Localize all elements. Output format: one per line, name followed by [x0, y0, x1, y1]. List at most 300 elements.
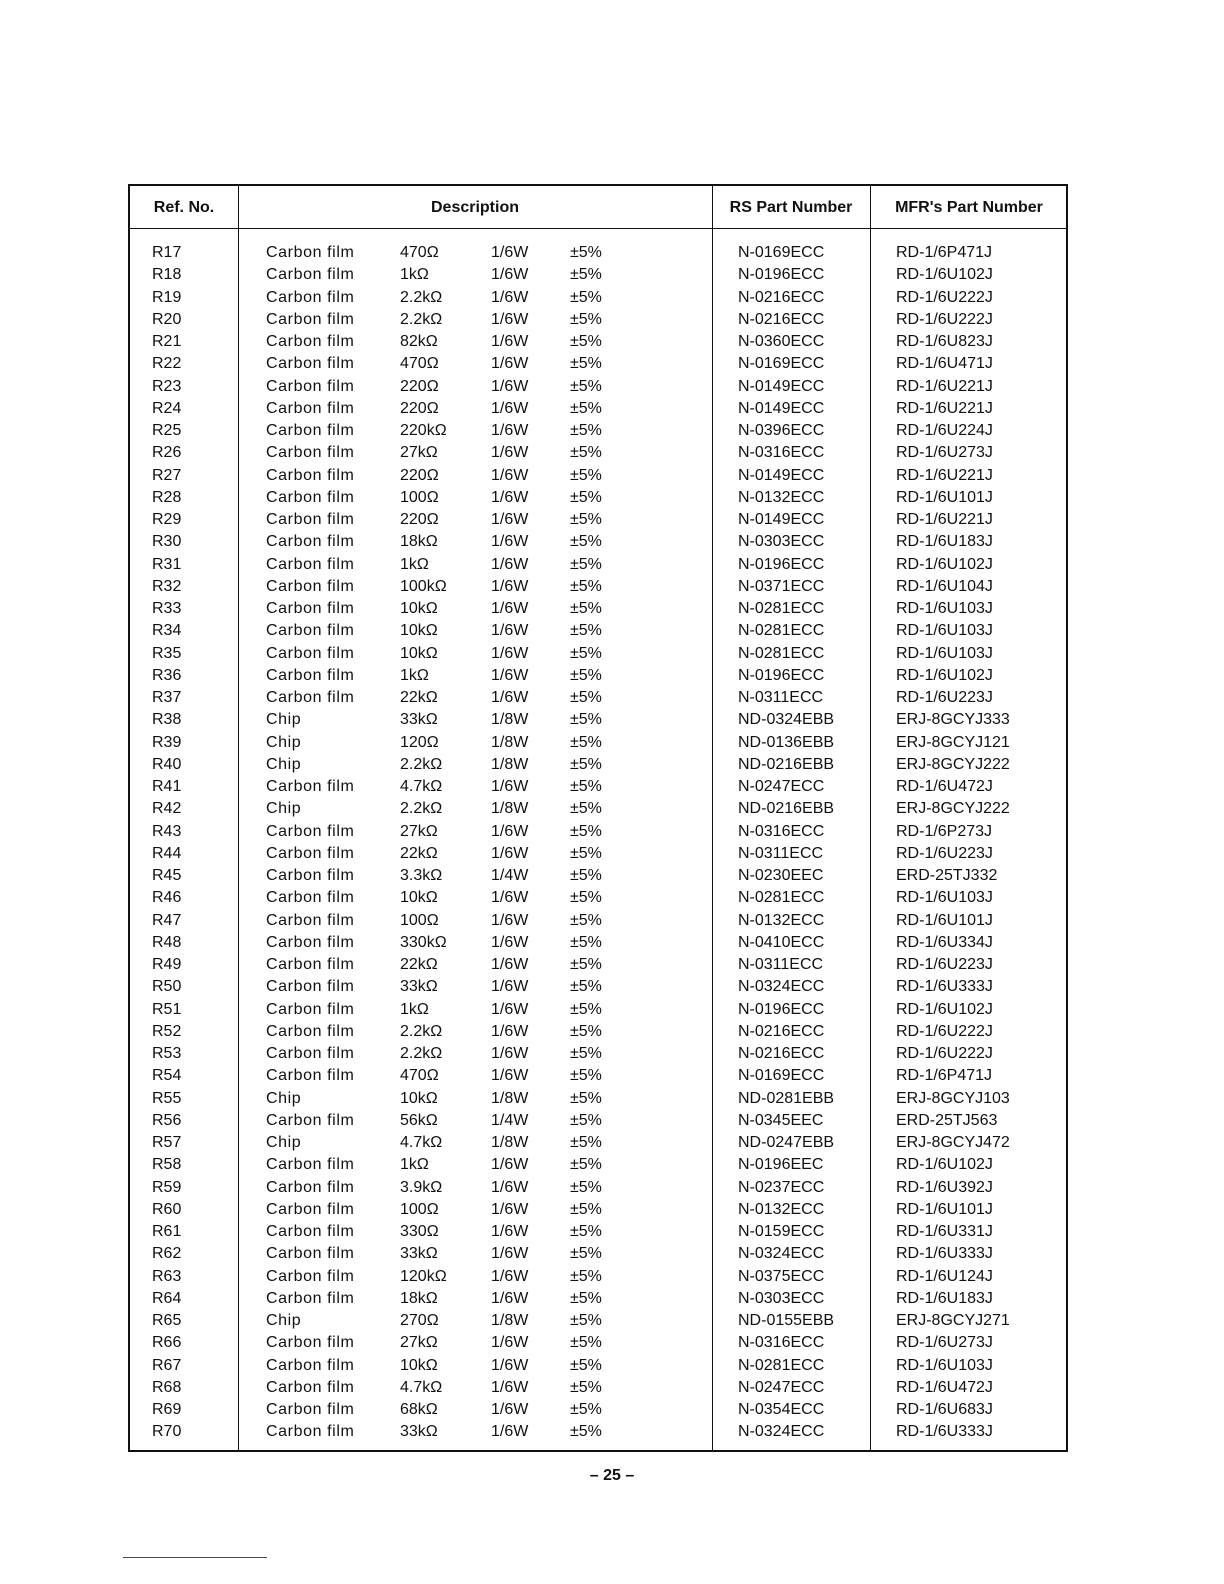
table-row — [130, 576, 1066, 598]
ref-cell: R53 — [152, 1045, 182, 1062]
type-cell: Carbon film — [266, 1378, 355, 1396]
wattage-cell: 1/4W — [491, 1111, 529, 1129]
wattage-cell: 1/6W — [491, 1000, 529, 1018]
tolerance-cell: ±5% — [570, 533, 602, 551]
ref-cell: R52 — [152, 1022, 182, 1040]
wattage-cell: 1/4W — [491, 867, 529, 884]
tolerance-cell: ±5% — [570, 933, 602, 951]
table-row — [130, 1154, 1066, 1176]
mfr-part-cell: ERJ-8GCYJ103 — [896, 1089, 1010, 1107]
rs-part-cell: ND-0247EBB — [738, 1134, 835, 1151]
table-row — [130, 620, 1066, 642]
wattage-cell: 1/6W — [491, 889, 529, 907]
type-cell: Carbon film — [266, 1423, 355, 1441]
type-cell: Carbon film — [266, 577, 355, 595]
table-row — [130, 1355, 1066, 1377]
type-cell: Chip — [266, 1089, 302, 1107]
tolerance-cell: ±5% — [570, 666, 602, 684]
type-cell: Chip — [266, 733, 302, 751]
ref-cell: R34 — [152, 622, 182, 640]
rs-part-cell: N-0281ECC — [738, 644, 825, 662]
resistance-cell: 270Ω — [400, 1312, 439, 1329]
rs-part-cell: N-0132ECC — [738, 1200, 825, 1218]
table-row — [130, 1288, 1066, 1310]
type-cell: Carbon film — [266, 355, 355, 373]
rs-part-cell: N-0216ECC — [738, 1022, 825, 1040]
mfr-part-cell: RD-1/6U103J — [896, 600, 993, 617]
mfr-part-cell: RD-1/6U222J — [896, 1022, 993, 1040]
table-row — [130, 465, 1066, 487]
resistance-cell: 2.2kΩ — [400, 288, 443, 306]
tolerance-cell: ±5% — [570, 1178, 602, 1196]
wattage-cell: 1/6W — [491, 1401, 529, 1418]
wattage-cell: 1/6W — [491, 1223, 529, 1240]
rs-part-cell: N-0169ECC — [738, 244, 825, 261]
type-cell: Carbon film — [266, 1223, 355, 1240]
header-rs-part-number: RS Part Number — [729, 199, 853, 216]
rs-part-cell: N-0324ECC — [738, 1245, 825, 1263]
resistance-cell: 220Ω — [400, 511, 439, 528]
resistance-cell: 33kΩ — [400, 978, 438, 996]
resistance-cell: 4.7kΩ — [400, 778, 443, 795]
resistance-cell: 22kΩ — [400, 689, 438, 706]
mfr-part-cell: RD-1/6U683J — [896, 1401, 993, 1418]
table-row — [130, 1399, 1066, 1421]
header-ref-no: Ref. No. — [153, 199, 215, 216]
mfr-part-cell: RD-1/6U183J — [896, 1289, 993, 1307]
ref-cell: R32 — [152, 577, 182, 595]
wattage-cell: 1/6W — [491, 1022, 529, 1040]
tolerance-cell: ±5% — [570, 622, 602, 640]
header-divider — [130, 228, 1066, 229]
ref-cell: R66 — [152, 1334, 182, 1352]
tolerance-cell: ±5% — [570, 266, 602, 284]
tolerance-cell: ±5% — [570, 1200, 602, 1218]
table-row — [130, 798, 1066, 820]
ref-cell: R45 — [152, 867, 182, 884]
resistance-cell: 22kΩ — [400, 844, 438, 862]
wattage-cell: 1/6W — [491, 355, 529, 373]
table-row — [130, 665, 1066, 687]
wattage-cell: 1/6W — [491, 488, 529, 506]
mfr-part-cell: RD-1/6U101J — [896, 488, 993, 506]
mfr-part-cell: RD-1/6U183J — [896, 533, 993, 551]
rs-part-cell: N-0360ECC — [738, 333, 825, 350]
wattage-cell: 1/6W — [491, 778, 529, 795]
tolerance-cell: ±5% — [570, 444, 602, 462]
rs-part-cell: N-0311ECC — [738, 689, 824, 706]
rs-part-cell: ND-0281EBB — [738, 1089, 835, 1107]
mfr-part-cell: RD-1/6U223J — [896, 689, 993, 706]
mfr-part-cell: RD-1/6U334J — [896, 933, 993, 951]
ref-cell: R26 — [152, 444, 182, 462]
tolerance-cell: ±5% — [570, 399, 602, 417]
header-mfr-part-number: MFR's Part Number — [895, 199, 1043, 216]
ref-cell: R29 — [152, 511, 182, 528]
type-cell: Chip — [266, 800, 302, 818]
type-cell: Carbon film — [266, 266, 355, 284]
tolerance-cell: ±5% — [570, 800, 602, 818]
mfr-part-cell: RD-1/6U103J — [896, 889, 993, 907]
resistance-cell: 56kΩ — [400, 1111, 438, 1129]
mfr-part-cell: ERD-25TJ332 — [896, 867, 998, 884]
mfr-part-cell: RD-1/6U102J — [896, 1156, 993, 1174]
ref-cell: R41 — [152, 778, 182, 795]
resistance-cell: 1kΩ — [400, 1000, 429, 1018]
ref-cell: R55 — [152, 1089, 182, 1107]
rs-part-cell: N-0281ECC — [738, 622, 825, 640]
resistance-cell: 10kΩ — [400, 1089, 438, 1107]
wattage-cell: 1/8W — [491, 1134, 529, 1151]
resistance-cell: 470Ω — [400, 244, 439, 261]
wattage-cell: 1/6W — [491, 844, 529, 862]
ref-cell: R20 — [152, 310, 182, 328]
ref-cell: R30 — [152, 533, 182, 551]
resistance-cell: 100Ω — [400, 911, 439, 929]
rs-part-cell: N-0216ECC — [738, 288, 825, 306]
tolerance-cell: ±5% — [570, 511, 602, 528]
mfr-part-cell: RD-1/6P471J — [896, 244, 993, 261]
tolerance-cell: ±5% — [570, 555, 602, 573]
rs-part-cell: N-0216ECC — [738, 310, 825, 328]
wattage-cell: 1/8W — [491, 711, 529, 729]
table-row — [130, 1110, 1066, 1132]
table-row — [130, 1310, 1066, 1332]
tolerance-cell: ±5% — [570, 310, 602, 328]
type-cell: Chip — [266, 1134, 302, 1151]
resistance-cell: 27kΩ — [400, 1334, 438, 1352]
rs-part-cell: N-0410ECC — [738, 933, 825, 951]
tolerance-cell: ±5% — [570, 755, 602, 773]
mfr-part-cell: RD-1/6U101J — [896, 911, 993, 929]
wattage-cell: 1/6W — [491, 1245, 529, 1263]
rs-part-cell: N-0159ECC — [738, 1223, 825, 1240]
table-row — [130, 865, 1066, 887]
tolerance-cell: ±5% — [570, 600, 602, 617]
wattage-cell: 1/6W — [491, 333, 529, 350]
ref-cell: R22 — [152, 355, 182, 373]
wattage-cell: 1/6W — [491, 511, 529, 528]
mfr-part-cell: ERJ-8GCYJ271 — [896, 1312, 1010, 1329]
type-cell: Carbon film — [266, 956, 355, 973]
table-row — [130, 398, 1066, 420]
ref-cell: R68 — [152, 1378, 182, 1396]
table-row — [130, 709, 1066, 731]
type-cell: Carbon film — [266, 377, 355, 395]
table-row — [130, 442, 1066, 464]
table-row — [130, 732, 1066, 754]
table-row — [130, 687, 1066, 709]
ref-cell: R54 — [152, 1067, 182, 1085]
mfr-part-cell: RD-1/6U333J — [896, 1245, 993, 1263]
rs-part-cell: N-0247ECC — [738, 1378, 825, 1396]
rs-part-cell: N-0169ECC — [738, 1067, 825, 1085]
ref-cell: R61 — [152, 1223, 182, 1240]
resistance-cell: 18kΩ — [400, 1289, 438, 1307]
table-row — [130, 376, 1066, 398]
ref-cell: R50 — [152, 978, 182, 996]
tolerance-cell: ±5% — [570, 422, 602, 439]
mfr-part-cell: RD-1/6U103J — [896, 622, 993, 640]
resistance-cell: 4.7kΩ — [400, 1378, 443, 1396]
ref-cell: R67 — [152, 1356, 182, 1374]
rs-part-cell: N-0316ECC — [738, 444, 825, 462]
wattage-cell: 1/6W — [491, 555, 529, 573]
type-cell: Carbon film — [266, 1000, 355, 1018]
ref-cell: R51 — [152, 1000, 182, 1018]
wattage-cell: 1/8W — [491, 1312, 529, 1329]
table-row — [130, 1266, 1066, 1288]
footnote-rule — [123, 1557, 267, 1558]
tolerance-cell: ±5% — [570, 689, 602, 706]
resistance-cell: 120Ω — [400, 733, 439, 751]
ref-cell: R49 — [152, 956, 182, 973]
table-body — [130, 242, 1066, 1444]
table-row — [130, 1021, 1066, 1043]
type-cell: Carbon film — [266, 689, 355, 706]
wattage-cell: 1/6W — [491, 1334, 529, 1352]
ref-cell: R35 — [152, 644, 182, 662]
type-cell: Carbon film — [266, 978, 355, 996]
resistance-cell: 4.7kΩ — [400, 1134, 443, 1151]
mfr-part-cell: RD-1/6U331J — [896, 1223, 993, 1240]
tolerance-cell: ±5% — [570, 1134, 602, 1151]
tolerance-cell: ±5% — [570, 577, 602, 595]
resistance-cell: 33kΩ — [400, 1423, 438, 1441]
rs-part-cell: N-0132ECC — [738, 488, 825, 506]
wattage-cell: 1/6W — [491, 1356, 529, 1374]
ref-cell: R27 — [152, 466, 182, 484]
ref-cell: R42 — [152, 800, 182, 818]
wattage-cell: 1/6W — [491, 533, 529, 551]
ref-cell: R19 — [152, 288, 182, 306]
mfr-part-cell: RD-1/6U222J — [896, 310, 993, 328]
type-cell: Chip — [266, 755, 302, 773]
resistance-cell: 1kΩ — [400, 1156, 429, 1174]
wattage-cell: 1/6W — [491, 1423, 529, 1441]
wattage-cell: 1/6W — [491, 933, 529, 951]
resistance-cell: 10kΩ — [400, 889, 438, 907]
mfr-part-cell: RD-1/6U823J — [896, 333, 993, 350]
ref-cell: R40 — [152, 755, 182, 773]
ref-cell: R70 — [152, 1423, 182, 1441]
ref-cell: R23 — [152, 377, 182, 395]
type-cell: Chip — [266, 1312, 302, 1329]
table-row — [130, 1332, 1066, 1354]
resistance-cell: 2.2kΩ — [400, 1022, 443, 1040]
ref-cell: R18 — [152, 266, 182, 284]
wattage-cell: 1/6W — [491, 1289, 529, 1307]
type-cell: Chip — [266, 711, 302, 729]
resistance-cell: 1kΩ — [400, 266, 429, 284]
rs-part-cell: N-0216ECC — [738, 1045, 825, 1062]
rs-part-cell: N-0169ECC — [738, 355, 825, 373]
resistance-cell: 27kΩ — [400, 822, 438, 840]
type-cell: Carbon film — [266, 1200, 355, 1218]
ref-cell: R56 — [152, 1111, 182, 1129]
tolerance-cell: ±5% — [570, 1022, 602, 1040]
table-row — [130, 1243, 1066, 1265]
ref-cell: R25 — [152, 422, 182, 439]
resistance-cell: 220Ω — [400, 399, 439, 417]
resistance-cell: 100Ω — [400, 1200, 439, 1218]
ref-cell: R69 — [152, 1401, 182, 1418]
resistance-cell: 18kΩ — [400, 533, 438, 551]
tolerance-cell: ±5% — [570, 333, 602, 350]
type-cell: Carbon film — [266, 622, 355, 640]
ref-cell: R64 — [152, 1289, 182, 1307]
rs-part-cell: ND-0216EBB — [738, 800, 835, 818]
ref-cell: R62 — [152, 1245, 182, 1263]
tolerance-cell: ±5% — [570, 1156, 602, 1174]
mfr-part-cell: RD-1/6U221J — [896, 399, 993, 417]
rs-part-cell: N-0375ECC — [738, 1267, 825, 1285]
rs-part-cell: N-0281ECC — [738, 1356, 825, 1374]
ref-cell: R39 — [152, 733, 182, 751]
rs-part-cell: N-0132ECC — [738, 911, 825, 929]
type-cell: Carbon film — [266, 1178, 355, 1196]
wattage-cell: 1/6W — [491, 622, 529, 640]
type-cell: Carbon film — [266, 422, 355, 439]
wattage-cell: 1/6W — [491, 1200, 529, 1218]
table-row — [130, 554, 1066, 576]
rs-part-cell: N-0281ECC — [738, 600, 825, 617]
type-cell: Carbon film — [266, 466, 355, 484]
type-cell: Carbon film — [266, 889, 355, 907]
resistance-cell: 82kΩ — [400, 333, 438, 350]
mfr-part-cell: RD-1/6U273J — [896, 1334, 993, 1352]
wattage-cell: 1/6W — [491, 399, 529, 417]
type-cell: Carbon film — [266, 333, 355, 350]
table-row — [130, 487, 1066, 509]
mfr-part-cell: RD-1/6U104J — [896, 577, 993, 595]
mfr-part-cell: RD-1/6U333J — [896, 978, 993, 996]
tolerance-cell: ±5% — [570, 1223, 602, 1240]
wattage-cell: 1/6W — [491, 1267, 529, 1285]
rs-part-cell: N-0230EEC — [738, 867, 824, 884]
table-row — [130, 754, 1066, 776]
resistance-cell: 1kΩ — [400, 555, 429, 573]
rs-part-cell: N-0237ECC — [738, 1178, 825, 1196]
wattage-cell: 1/6W — [491, 956, 529, 973]
table-row — [130, 1065, 1066, 1087]
type-cell: Carbon film — [266, 488, 355, 506]
tolerance-cell: ±5% — [570, 867, 602, 884]
type-cell: Carbon film — [266, 1156, 355, 1174]
type-cell: Carbon film — [266, 533, 355, 551]
ref-cell: R57 — [152, 1134, 182, 1151]
resistance-cell: 100Ω — [400, 488, 439, 506]
type-cell: Carbon film — [266, 933, 355, 951]
table-row — [130, 976, 1066, 998]
table-row — [130, 843, 1066, 865]
table-row — [130, 1421, 1066, 1443]
rs-part-cell: N-0316ECC — [738, 1334, 825, 1352]
ref-cell: R59 — [152, 1178, 182, 1196]
wattage-cell: 1/6W — [491, 1178, 529, 1196]
ref-cell: R33 — [152, 600, 182, 617]
table-row — [130, 598, 1066, 620]
type-cell: Carbon film — [266, 1267, 355, 1285]
rs-part-cell: N-0149ECC — [738, 466, 825, 484]
wattage-cell: 1/8W — [491, 733, 529, 751]
tolerance-cell: ±5% — [570, 711, 602, 729]
resistance-cell: 33kΩ — [400, 711, 438, 729]
mfr-part-cell: RD-1/6U221J — [896, 377, 993, 395]
mfr-part-cell: RD-1/6U102J — [896, 1000, 993, 1018]
tolerance-cell: ±5% — [570, 978, 602, 996]
mfr-part-cell: ERJ-8GCYJ121 — [896, 733, 1010, 751]
table-row — [130, 1132, 1066, 1154]
mfr-part-cell: ERJ-8GCYJ333 — [896, 711, 1010, 729]
rs-part-cell: N-0311ECC — [738, 956, 824, 973]
table-row — [130, 331, 1066, 353]
tolerance-cell: ±5% — [570, 911, 602, 929]
table-row — [130, 954, 1066, 976]
tolerance-cell: ±5% — [570, 778, 602, 795]
wattage-cell: 1/8W — [491, 755, 529, 773]
table-row — [130, 264, 1066, 286]
rs-part-cell: N-0149ECC — [738, 399, 825, 417]
type-cell: Carbon film — [266, 1289, 355, 1307]
type-cell: Carbon film — [266, 778, 355, 795]
rs-part-cell: N-0324ECC — [738, 1423, 825, 1441]
resistance-cell: 220Ω — [400, 466, 439, 484]
resistance-cell: 100kΩ — [400, 577, 447, 595]
ref-cell: R31 — [152, 555, 182, 573]
rs-part-cell: N-0196ECC — [738, 1000, 825, 1018]
rs-part-cell: N-0247ECC — [738, 778, 825, 795]
tolerance-cell: ±5% — [570, 1045, 602, 1062]
rs-part-cell: N-0396ECC — [738, 422, 825, 439]
wattage-cell: 1/6W — [491, 644, 529, 662]
wattage-cell: 1/6W — [491, 600, 529, 617]
type-cell: Carbon film — [266, 644, 355, 662]
mfr-part-cell: RD-1/6U333J — [896, 1423, 993, 1441]
ref-cell: R44 — [152, 844, 182, 862]
rs-part-cell: ND-0216EBB — [738, 755, 835, 773]
resistance-cell: 1kΩ — [400, 666, 429, 684]
tolerance-cell: ±5% — [570, 844, 602, 862]
wattage-cell: 1/6W — [491, 244, 529, 261]
mfr-part-cell: RD-1/6U103J — [896, 644, 993, 662]
rs-part-cell: N-0196EEC — [738, 1156, 824, 1174]
table-row — [130, 776, 1066, 798]
mfr-part-cell: RD-1/6U103J — [896, 1356, 993, 1374]
resistance-cell: 220Ω — [400, 377, 439, 395]
type-cell: Carbon film — [266, 1401, 355, 1418]
wattage-cell: 1/6W — [491, 577, 529, 595]
resistance-cell: 10kΩ — [400, 600, 438, 617]
wattage-cell: 1/6W — [491, 1156, 529, 1174]
resistance-cell: 2.2kΩ — [400, 755, 443, 773]
tolerance-cell: ±5% — [570, 889, 602, 907]
tolerance-cell: ±5% — [570, 1067, 602, 1085]
tolerance-cell: ±5% — [570, 644, 602, 662]
mfr-part-cell: RD-1/6U124J — [896, 1267, 993, 1285]
rs-part-cell: N-0149ECC — [738, 511, 825, 528]
resistance-cell: 68kΩ — [400, 1401, 438, 1418]
tolerance-cell: ±5% — [570, 1245, 602, 1263]
rs-part-cell: ND-0324EBB — [738, 711, 835, 729]
mfr-part-cell: RD-1/6P471J — [896, 1067, 993, 1085]
tolerance-cell: ±5% — [570, 288, 602, 306]
tolerance-cell: ±5% — [570, 1000, 602, 1018]
mfr-part-cell: RD-1/6U392J — [896, 1178, 993, 1196]
type-cell: Carbon film — [266, 844, 355, 862]
wattage-cell: 1/6W — [491, 822, 529, 840]
type-cell: Carbon film — [266, 911, 355, 929]
